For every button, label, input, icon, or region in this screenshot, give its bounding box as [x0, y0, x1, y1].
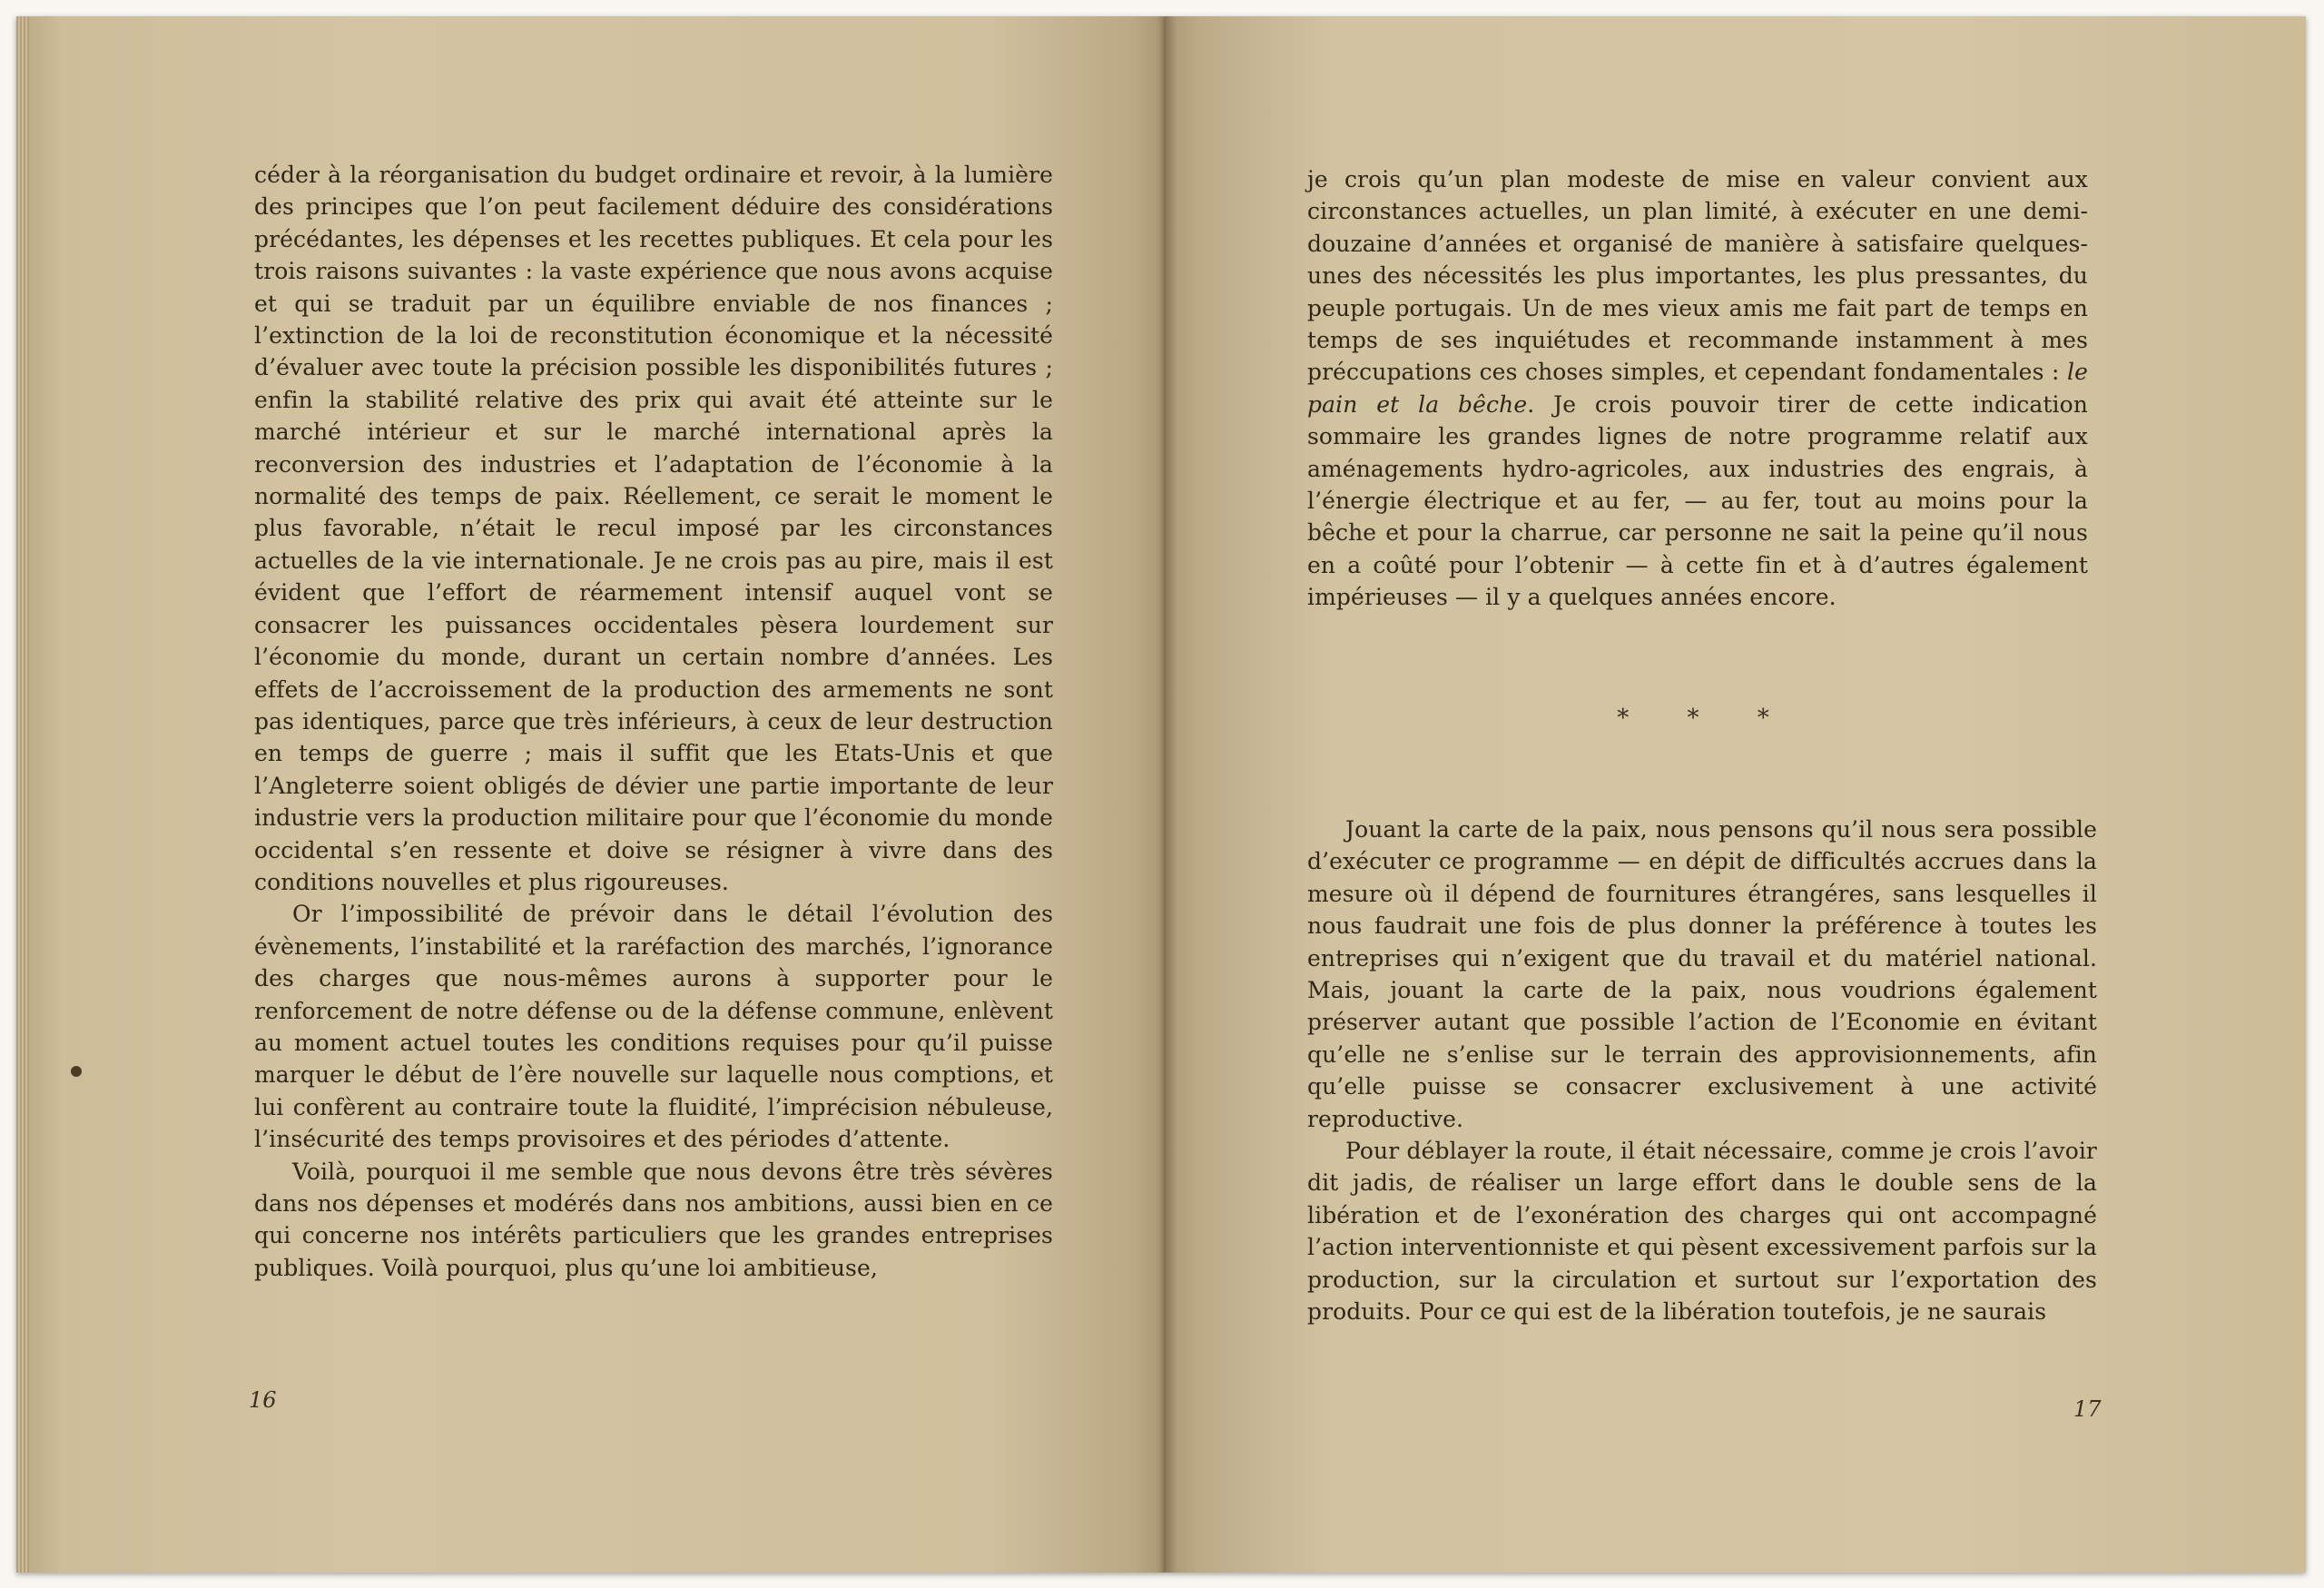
text-run: . Je crois pouvoir tirer de cette indication sommaire les grandes lignes de notre programme relatif aux aménagements hydro-agricoles, aux industries des engrais, à l’énergie électrique et au fer, — au fer, tout au moins pour la bêche et pour la charrue, car personne ne sait la peine qu’il nous en a coûté pour l’obtenir — à cette fin et à d’autres également impérieuses — il y a quelques années encore. — [1307, 390, 2088, 611]
paragraph: céder à la réorganisation du budget ordinaire et revoir, à la lumière des principes que l’on peut facilement déduire des considérations précédantes, les dépenses et les recettes publiques. Et cela pour les trois raisons suivantes : la vaste expérience que nous avons acquise et qui se traduit par un équilibre enviable de nos finances ; l’extinction de la loi de reconstitution économique et la nécessité d’évaluer avec toute la précision possible les disponibilités futures ; enfin la stabilité relative des prix qui avait été atteinte sur le marché intérieur et sur le marché international après la reconversion des industries et l’adaptation de l’économie à la normalité des temps de paix. Réellement, ce serait le moment le plus favorable, n’était le recul imposé par les circonstances actuelles de la vie internationale. Je ne crois pas au pire, mais il est évident que l’effort de réarmement intensif auquel vont se consacrer les puissances occidentales pèsera lourdement sur l’économie du monde, durant un certain nombre d’années. Les effets de l’accroissement de la production des armements ne sont pas identiques, parce que très inférieurs, à ceux de leur destruction en temps de guerre ; mais il suffit que les Etats-Unis et que l’Angleterre soient obligés de dévier une partie importante de leur industrie vers la production militaire pour que l’économie du monde occidental s’en ressente et doive se résigner à vivre dans des conditions nouvelles et plus rigoureuses. — [254, 162, 1053, 895]
open-book — [16, 16, 2306, 1573]
ink-speck — [71, 1066, 82, 1077]
right-page-top-text — [1307, 163, 2088, 614]
right-page-bottom-text — [1307, 814, 2097, 1328]
paragraph: Jouant la carte de la paix, nous pensons qu’il nous sera possible d’exécuter ce programme — en dépit de difficultés accrues dans la mesure où il dépend de fournitures étrangéres, sans lesquelles il nous faudrait une fois de plus donner la préférence à toutes les entreprises qui n’exigent que du travail et du matériel national. Mais, jouant la carte de la paix, nous voudrions également préserver autant que possible l’action de l’Economie en évitant qu’elle ne s’enlise sur le terrain des approvisionnements, afin qu’elle puisse se consacrer exclusivement à une activité reproductive. — [1307, 816, 2097, 1132]
page-number: 16 — [249, 1387, 277, 1413]
paragraph: Pour déblayer la route, il était nécessaire, comme je crois l’avoir dit jadis, de réaliser un large effort dans le double sens de la libération et de l’exonération des charges qui ont accompagné l’action interventionniste et qui pèsent excessivement parfois sur la production, sur la circulation et surtout sur l’exportation des produits. Pour ce qui est de la libération toutefois, je ne saurais — [1307, 1138, 2097, 1326]
page-edges — [16, 16, 29, 1573]
paragraph: Voilà, pourquoi il me semble que nous devons être très sévères dans nos dépenses et modérés dans nos ambitions, aussi bien en ce qui concerne nos intérêts particuliers que les grandes entreprises publiques. Voilà pourquoi, plus qu’une loi ambitieuse, — [254, 1158, 1053, 1281]
page-number: 17 — [2073, 1396, 2102, 1422]
left-page-text — [254, 159, 1053, 1284]
text-run: je crois qu’un plan modeste de mise en valeur convient aux circonstances actuelles, un plan limité, à exécuter en une demi-douzaine d’années et organisé de manière à satisfaire quelques-unes des nécessités les plus importantes, les plus pressantes, du peuple portugais. Un de mes vieux amis me fait part de temps en temps de ses inquiétudes et recommande instamment à mes préccupations ces choses simples, et cependant fondamentales : — [1307, 166, 2088, 386]
paragraph — [1307, 163, 2088, 614]
book-gutter — [1157, 16, 1177, 1573]
section-separator: * * * — [1617, 705, 1795, 732]
left-page — [16, 16, 1166, 1573]
paragraph: Or l’impossibilité de prévoir dans le détail l’évolution des évènements, l’instabilité et la raréfaction des marchés, l’ignorance des charges que nous-mêmes aurons à supporter pour le renforcement de notre défense ou de la défense commune, enlèvent au moment actuel toutes les conditions requises pour qu’il puisse marquer le début de l’ère nouvelle sur laquelle nous comptions, et lui confèrent au contraire toute la fluidité, l’imprécision nébuleuse, l’insécurité des temps provisoires et des périodes d’attente. — [254, 901, 1053, 1153]
italic-phrase: le pain et la bêche — [1307, 359, 2088, 418]
right-page — [1166, 16, 2306, 1573]
